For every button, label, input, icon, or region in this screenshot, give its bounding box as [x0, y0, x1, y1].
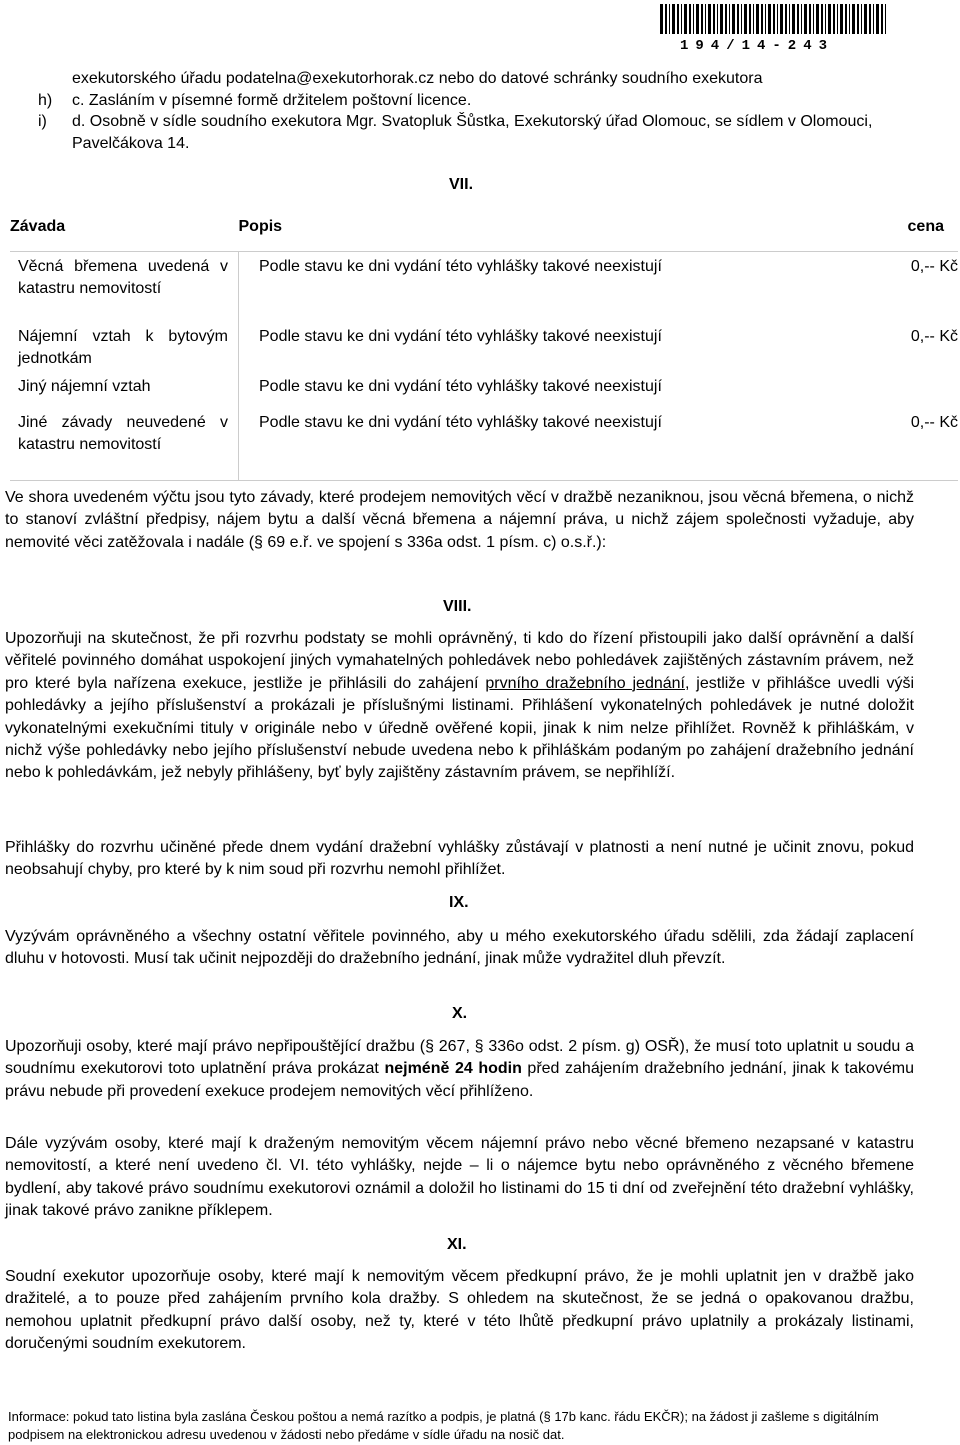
section-viii-text — [5, 628, 914, 785]
cell-cena: 0,-- Kč — [888, 408, 958, 481]
section-heading-xi: XI. — [447, 1236, 467, 1253]
cell-popis: Podle stavu ke dni vydání této vyhlášky takové neexistují — [239, 322, 889, 372]
column-header-zavada: Závada — [10, 214, 239, 252]
section-vii-text — [5, 487, 914, 554]
footer-note: Informace: pokud tato listina byla zaslána Českou poštou a nemá razítko a podpis, je platná (§ 17b kanc. řádu EKČR); na žádost ji zašleme s digitálním podpisem na elektronickou adresu uvedenou v žádosti nebo předáme v sídle úřadu na nosič dat. — [8, 1409, 879, 1442]
cell-zavada: Jiné závady neuvedené v katastru nemovitostí — [10, 408, 239, 481]
section-viii-text-2 — [5, 837, 914, 882]
barcode-number: 194/14-243 — [680, 38, 835, 54]
section-x-text — [5, 1036, 914, 1103]
table-row — [10, 372, 958, 408]
section-ix-text — [5, 926, 914, 971]
barcode-image — [660, 4, 892, 34]
cell-cena — [888, 372, 958, 408]
underlined-text: prvního dražebního jednání — [485, 674, 685, 692]
section-heading-ix: IX. — [449, 894, 469, 911]
paragraph: Upozorňuji na skutečnost, že při rozvrhu podstaty se mohli oprávněný, ti kdo do řízení přistoupili jako další oprávnění a další věřitelé povinného domáhat uspokojení jiných vymahatelných pohledávek nebo pohledávek zajištěných zástavním právem, než pro které byla nařízena exekuce, jestliže je přihlásili do zahájení prvního dražebního jednání, jestliže v přihlášce uvedli výši pohledávky a jejího příslušenství a prokázali je příslušnými listinami. Přihlášení vykonatelných pohledávek je nutné doložit vykonatelnými exekučními tituly v originále nebo v úředně ověřené kopii, jinak k nim nelze přihlížet. Rovněž k přihláškám, v nichž výše pohledávky nebo jejího příslušenství nebude uvedena nebo k přihláškám podaným po zahájení dražebního jednání nebo k pohledávkám, jež nebyly přihlášeny, byť byly zajištěny zástavním právem, se nepřihlíží. — [5, 630, 915, 782]
list-item-text: d. Osobně v sídle soudního exekutora Mgr. Svatopluk Šůstka, Exekutorský úřad Olomouc, se sídlem v Olomouci, Pavelčákova 14. — [72, 113, 873, 152]
section-xi-text — [5, 1266, 914, 1356]
table-row — [10, 322, 958, 372]
cell-zavada: Nájemní vztah k bytovým jednotkám — [18, 328, 228, 367]
paragraph: Soudní exekutor upozorňuje osoby, které mají k nemovitým věcem předkupní právo, že je mohli uplatnit jen v dražbě jako dražitelé, a to pouze před zahájením prvního kola dražby. S ohledem na skutečnost, že se jedná o opakovanou dražbu, nemohou uplatnit předkupní právo další osoby, než ty, které v této lhůtě předkupní právo uplatnily a prokázaly listinami, doručenými soudním exekutorem. — [5, 1268, 914, 1353]
section-heading-viii: VIII. — [443, 598, 472, 615]
paragraph: Ve shora uvedeném výčtu jsou tyto závady, které prodejem nemovitých věcí v dražbě nezaniknou, jsou věcná břemena, o nichž to stanoví zvláštní předpisy, nájem bytu a další věcná břemena a nájemní práva, u nichž zájem společnosti vyžaduje, aby nemovité věci zatěžovala i nadále (§ 69 e.ř. ve spojení s 336a odst. 1 písm. c) o.s.ř.): — [5, 489, 914, 551]
list-marker: i) — [38, 113, 47, 130]
list-item — [0, 90, 960, 112]
list-item — [0, 111, 960, 154]
list-item-text: exekutorského úřadu podatelna@exekutorhorak.cz nebo do datové schránky soudního exekutora — [72, 70, 763, 87]
table-row — [10, 252, 958, 323]
cell-cena: 0,-- Kč — [910, 328, 958, 345]
table-row — [10, 408, 958, 481]
list-item — [0, 68, 960, 90]
paragraph: Dále vyzývám osoby, které mají k draženým nemovitým věcem nájemní právo nebo věcné břemeno nezapsané v katastru nemovitostí, a které není uvedeno čl. VI. této vyhlášky, nejde – li o nájemce bytu nebo oprávněného z věcného břemene bydlení, aby takové právo soudnímu exekutorovi oznámil a doložil ho listinami do 15 ti dní od zveřejnění této dražební vyhlášky, jinak takové právo zanikne příklepem. — [5, 1135, 914, 1220]
cell-cena: 0,-- Kč — [910, 258, 958, 275]
list-item-text: c. Zasláním v písemné formě držitelem poštovní licence. — [72, 91, 472, 109]
bold-text: nejméně 24 hodin — [384, 1060, 522, 1078]
cell-popis: Podle stavu ke dni vydání této vyhlášky takové neexistují — [239, 408, 889, 481]
paragraph: Upozorňuji osoby, které mají právo nepřipouštějící dražbu (§ 267, § 336o odst. 2 písm. g) OSŘ), že musí toto uplatnit u soudu a soudnímu exekutorovi toto uplatnění práva prokázat nejméně 24 hodin před zahájením dražebního jednání, jinak k takovému právu nebude při provedení exekuce prodejem nemovitých věcí přihlíženo. — [5, 1038, 915, 1100]
paragraph: Přihlášky do rozvrhu učiněné přede dnem vydání dražební vyhlášky zůstávají v platnosti a není nutné je učinit znovu, pokud neobsahují chyby, pro které by k nim soud při rozvrhu nemohl přihlížet. — [5, 839, 914, 879]
column-header-popis: Popis — [239, 214, 889, 252]
cell-popis: Podle stavu ke dni vydání této vyhlášky takové neexistují — [239, 372, 889, 408]
cell-zavada: Věcná břemena uvedená v katastru nemovitostí — [18, 258, 228, 297]
delivery-options-list — [0, 68, 960, 154]
cell-popis: Podle stavu ke dni vydání této vyhlášky takové neexistují — [239, 252, 889, 323]
column-header-cena: cena — [888, 214, 958, 252]
encumbrances-table — [10, 214, 958, 481]
section-x-text-2 — [5, 1133, 914, 1223]
paragraph: Vyzývám oprávněného a všechny ostatní věřitele povinného, aby u mého exekutorského úřadu sdělili, zda žádají zaplacení dluhu v hotovosti. Musí tak učinit nejpozději do dražebního jednání, jinak může vydražitel dluh převzít. — [5, 928, 914, 968]
list-marker: h) — [38, 91, 53, 109]
table-header-row — [10, 214, 958, 252]
section-heading-x: X. — [452, 1005, 468, 1022]
document-barcode — [660, 4, 892, 54]
section-heading-vii: VII. — [449, 176, 474, 193]
cell-zavada: Jiný nájemní vztah — [18, 378, 151, 395]
